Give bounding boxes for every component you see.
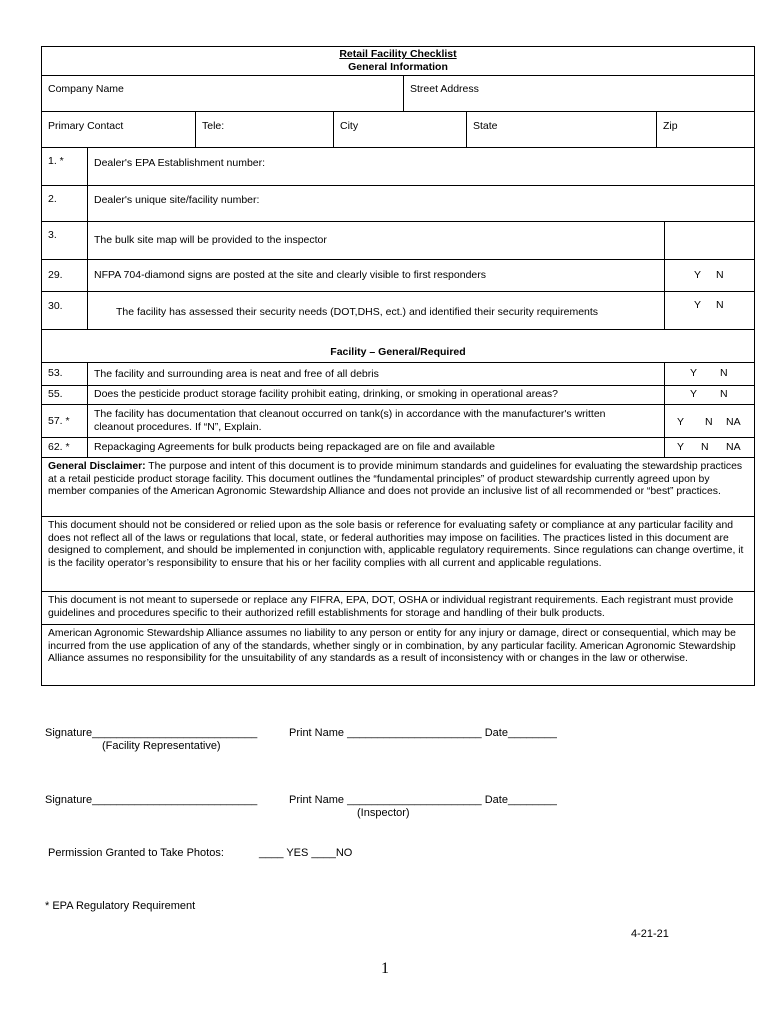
state-label: State [473,120,498,132]
item-57-number: 57. * [48,415,70,427]
item-3-text: The bulk site map will be provided to the inspector [94,234,327,246]
revision-date: 4-21-21 [631,928,669,940]
item-29-no[interactable]: N [716,269,724,281]
form-title [41,48,755,61]
item-55-yes[interactable]: Y [690,388,698,400]
item-2-text: Dealer's unique site/facility number: [94,194,260,206]
item-55-number: 55. [48,388,63,400]
item-53-text: The facility and surrounding area is neat and free of all debris [94,368,379,380]
item-30-text: The facility has assessed their security needs (DOT,DHS, ect.) and identified their security requirements [116,306,599,318]
disclaimer-paragraph-2: This document should not be considered or relied upon as the sole basis or reference for evaluating safety or compliance at any particular facility and does not reflect all of the laws or regulations that local, state, or federal authorities may impose on facilities. The practices listed in this document are designed to complement, and should be implemented in conjunction with, applicable regulatory requirements. Since regulations can change overtime, it is the facility operator’s responsibility to ensure that his or her facility complies with all current and applicable regulations. [48,520,744,569]
item-55-no[interactable]: N [720,388,728,400]
item-55-text: Does the pesticide product storage facility prohibit eating, drinking, or smoking in operational areas? [94,388,559,400]
item-30-no[interactable]: N [716,299,724,311]
item-1-number: 1. * [48,155,64,167]
item-30-yes[interactable]: Y [694,299,702,311]
page-number: 1 [381,960,389,977]
inspector-print-name-date-line[interactable]: Print Name ______________________ Date________ [289,794,557,806]
company-name-label: Company Name [48,83,124,95]
facility-representative-label: (Facility Representative) [102,740,221,752]
item-3-number: 3. [48,229,57,241]
item-62-number: 62. * [48,441,70,453]
item-29-yes[interactable]: Y [694,269,702,281]
item-53-yes[interactable]: Y [690,367,698,379]
item-62-no[interactable]: N [701,441,709,453]
item-57-text-line1: The facility has documentation that cleanout occurred on tank(s) in accordance with the manufacturer's written [94,408,606,420]
disclaimer-paragraph-1 [48,461,748,499]
item-29-number: 29. [48,269,63,281]
item-62-yes[interactable]: Y [677,441,685,453]
item-62-na[interactable]: NA [726,441,741,453]
item-53-number: 53. [48,367,63,379]
street-address-label: Street Address [410,83,479,95]
disclaimer-text-1: The purpose and intent of this document is to provide minimum standards and guidelines for evaluating the stewardship practices at a retail pesticide product storage facility. This document outlines the “fundamental principles” of product stewardship currently agreed upon by member companies of the American Agronomic Stewardship Alliance and does not provide an inclusive list of all recommended or “best” practices. [48,461,743,498]
item-1-text: Dealer's EPA Establishment number: [94,157,266,169]
item-62-text: Repackaging Agreements for bulk products being repackaged are on file and available [94,441,496,453]
inspector-label: (Inspector) [357,807,410,819]
facility-signature-line[interactable]: Signature___________________________ [45,727,258,739]
epa-requirement-note: * EPA Regulatory Requirement [45,900,196,912]
item-57-yes[interactable]: Y [677,416,685,428]
facility-print-name-date-line[interactable]: Print Name ______________________ Date________ [289,727,557,739]
item-57-text-line2: cleanout procedures. If “N”, Explain. [94,421,262,433]
disclaimer-label: General Disclaimer: [48,461,146,472]
form-title-text: Retail Facility Checklist [339,48,457,60]
item-57-na[interactable]: NA [726,416,741,428]
item-57-no[interactable]: N [705,416,713,428]
section-facility-title: Facility – General/Required [330,346,466,358]
item-53-no[interactable]: N [720,367,728,379]
zip-label: Zip [663,120,678,132]
item-2-number: 2. [48,193,57,205]
item-30-number: 30. [48,300,63,312]
tele-label: Tele: [202,120,225,132]
disclaimer-paragraph-4: American Agronomic Stewardship Alliance assumes no liability to any person or entity for any injury or damage, direct or consequential, which may be incurred from the use application of any of the standards, whether singly or in combination, by any particular facility. American Agronomic Stewardship Alliance assumes no responsibility for the unsuitability of any standards as a result of inconsistency with or changes in the law or otherwise. [48,628,736,665]
city-label: City [340,120,359,132]
photo-permission-label: Permission Granted to Take Photos: [48,847,224,859]
photo-permission-options[interactable]: ____ YES ____NO [259,847,353,859]
form-subtitle: General Information [348,61,448,73]
inspector-signature-line[interactable]: Signature___________________________ [45,794,258,806]
item-29-text: NFPA 704-diamond signs are posted at the site and clearly visible to first responders [94,269,487,281]
primary-contact-label: Primary Contact [48,120,124,132]
disclaimer-paragraph-3: This document is not meant to supersede or replace any FIFRA, EPA, DOT, OSHA or individual registrant requirements. Each registrant must provide guidelines and procedures specific to their authorized refill establishments for storage and handling of their bulk products. [48,595,734,619]
checklist-table [41,46,755,686]
